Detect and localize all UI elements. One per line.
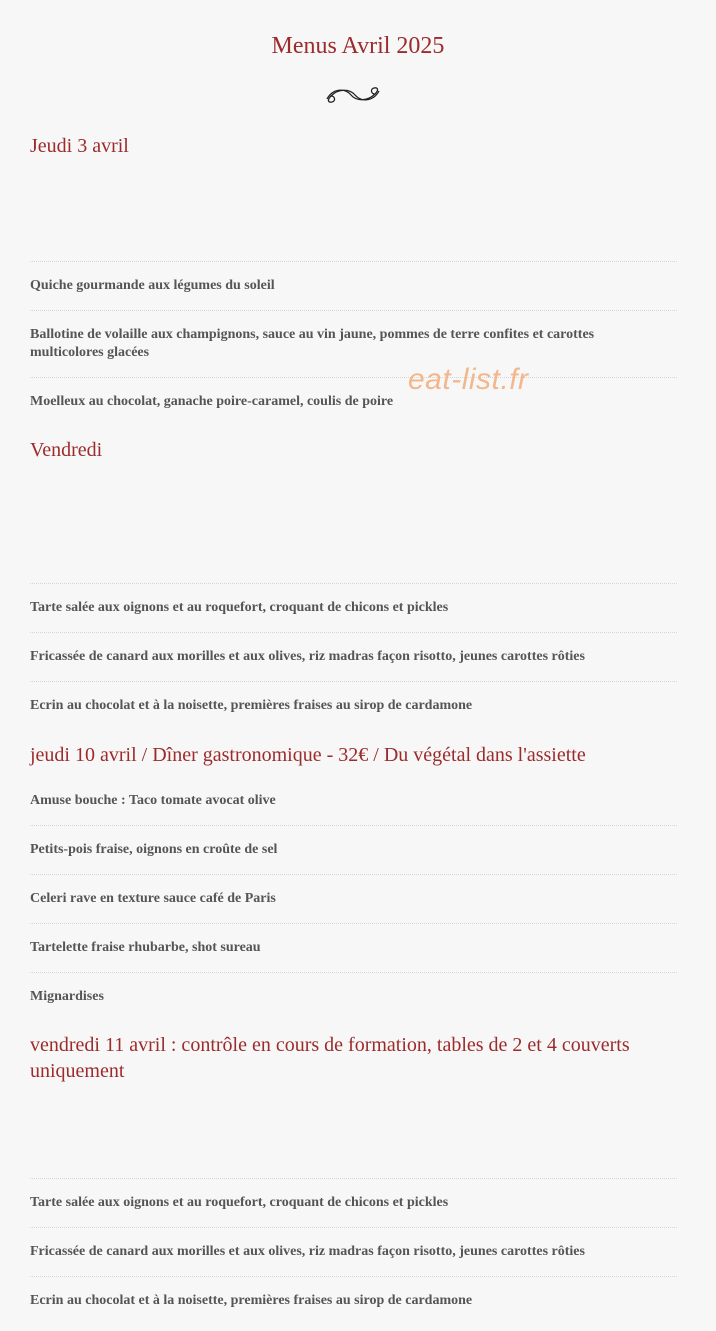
dish-item: Quiche gourmande aux légumes du soleil (30, 278, 275, 293)
divider (30, 923, 677, 924)
dish-item: Celeri rave en texture sauce café de Paris (30, 891, 276, 906)
dish-item: Ecrin au chocolat et à la noisette, premières fraises au sirop de cardamone (30, 1293, 473, 1308)
dish-item: Ballotine de volaille aux champignons, sauce au vin jaune, pommes de terre confites et carottes multicolores glacées (30, 327, 595, 360)
divider (30, 1276, 677, 1277)
divider (30, 632, 677, 633)
dish-item: Tarte salée aux oignons et au roquefort, croquant de chicons et pickles (30, 1195, 449, 1210)
dish-item: Fricassée de canard aux morilles et aux olives, riz madras façon risotto, jeunes carottes rôties (30, 1244, 585, 1259)
page-title: Menus Avril 2025 (271, 33, 445, 59)
section-title-vendredi-11-avril: vendredi 11 avril : contrôle en cours de formation, tables de 2 et 4 couverts uniquement (30, 1034, 630, 1082)
flourish-ornament-icon (323, 84, 383, 106)
dish-item: Petits-pois fraise, oignons en croûte de sel (30, 842, 278, 857)
watermark: eat-list.fr (408, 363, 529, 396)
divider (30, 1227, 677, 1228)
dish-item: Tarte salée aux oignons et au roquefort, croquant de chicons et pickles (30, 600, 449, 615)
divider (30, 972, 677, 973)
divider (30, 681, 677, 682)
dish-item: Ecrin au chocolat et à la noisette, premières fraises au sirop de cardamone (30, 698, 473, 713)
divider (30, 825, 677, 826)
section-title-jeudi-3-avril: Jeudi 3 avril (30, 135, 129, 157)
dish-item: Tartelette fraise rhubarbe, shot sureau (30, 940, 261, 955)
dish-item: Amuse bouche : Taco tomate avocat olive (30, 793, 276, 808)
dish-item: Mignardises (30, 989, 104, 1004)
divider (30, 583, 677, 584)
section-title-jeudi-10-avril: jeudi 10 avril / Dîner gastronomique - 32€ / Du végétal dans l'assiette (30, 744, 586, 766)
dish-item: Fricassée de canard aux morilles et aux olives, riz madras façon risotto, jeunes carottes rôties (30, 649, 585, 664)
divider (30, 261, 677, 262)
dish-item: Moelleux au chocolat, ganache poire-caramel, coulis de poire (30, 394, 394, 409)
section-title-vendredi: Vendredi (30, 439, 103, 461)
divider (30, 1178, 677, 1179)
divider (30, 310, 677, 311)
divider (30, 377, 677, 378)
divider (30, 874, 677, 875)
